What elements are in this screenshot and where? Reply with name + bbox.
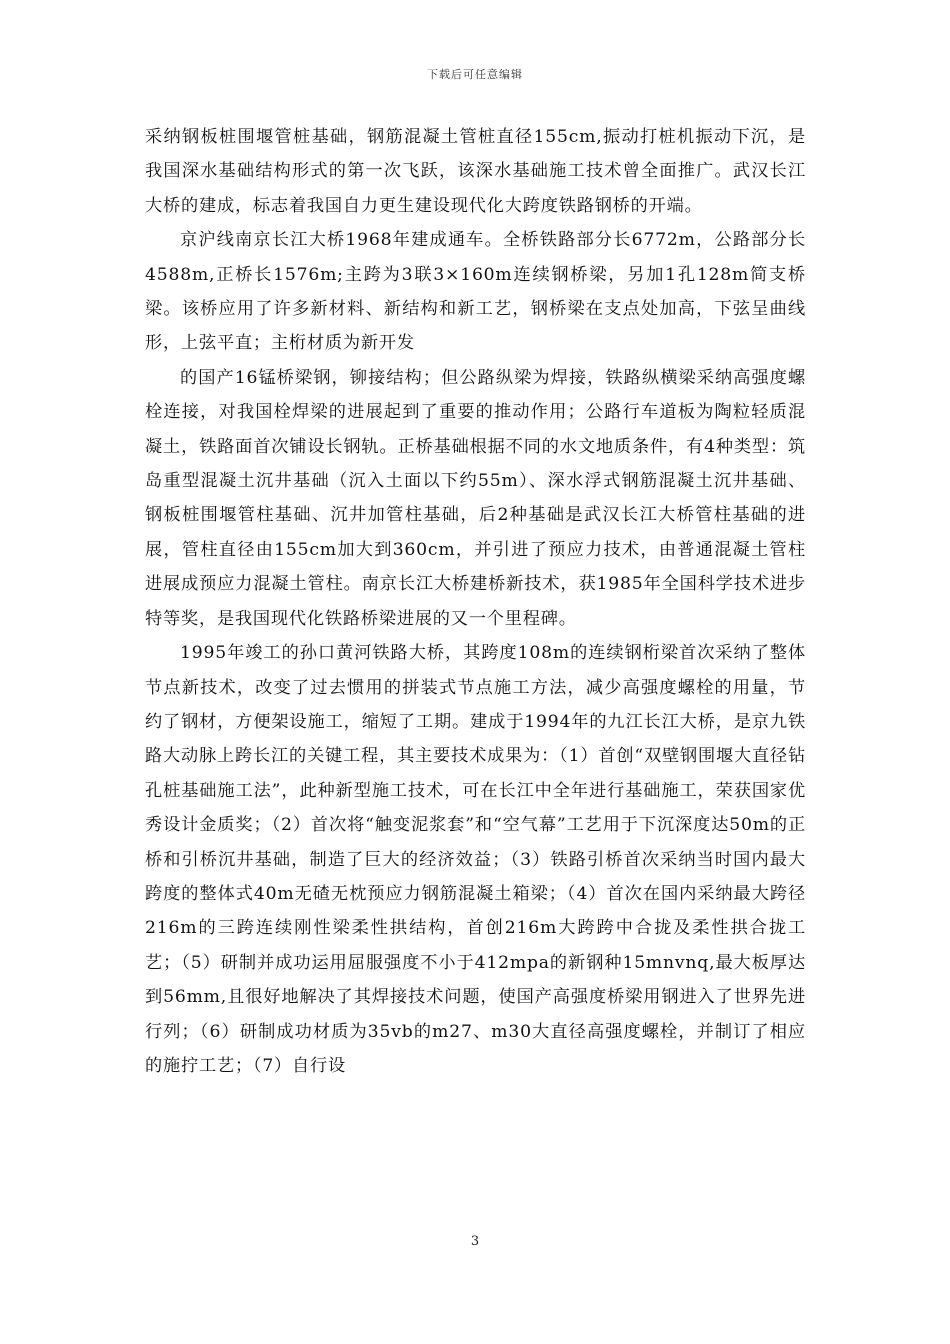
page-number: 3 xyxy=(470,1234,480,1249)
paragraph-nanjing-bridge-continued: 的国产16锰桥梁钢，铆接结构；但公路纵梁为焊接，铁路纵横梁采纳高强度螺栓连接，对我国栓焊梁的进展起到了重要的推动作用；公路行车道板为陶粒轻质混凝土，铁路面首次铺设长钢轨。正桥基础根据不同的水文地质条件，有4种类型：筑岛重型混凝土沉井基础（沉入土面以下约55m）、深水浮式钢筋混凝土沉井基础、钢板桩围堰管柱基础、沉井加管柱基础，后2种基础是武汉长江大桥管柱基础的进展，管柱直径由155cm加大到360cm，并引进了预应力技术，由普通混凝土管柱进展成预应力混凝土管柱。南京长江大桥建桥新技术，获1985年全国科学技术进步特等奖，是我国现代化铁路桥梁进展的又一个里程碑。 xyxy=(145,367,806,629)
paragraph-continuation: 采纳钢板桩围堰管桩基础，钢筋混凝土管桩直径155cm,振动打桩机振动下沉，是我国深水基础结构形式的第一次飞跃，该深水基础施工技术曾全面推广。武汉长江大桥的建成，标志着我国自力更生建设现代化大跨度铁路钢桥的开端。 xyxy=(145,127,806,216)
page-header: 下载后可任意编辑 xyxy=(427,68,523,81)
paragraph-nanjing-bridge: 京沪线南京长江大桥1968年建成通车。全桥铁路部分长6772m，公路部分长4588m,正桥长1576m;主跨为3联3×160m连续钢桥梁，另加1孔128m简支桥梁。该桥应用了许多新材料、新结构和新工艺，钢桥梁在支点处加高，下弦呈曲线形，上弦平直；主桁材质为新开发 xyxy=(145,230,806,354)
paragraph-sunkou-jiujiang-bridges: 1995年竣工的孙口黄河铁路大桥，其跨度108m的连续钢桁梁首次采纳了整体节点新技术，改变了过去惯用的拼装式节点施工方法，减少高强度螺栓的用量，节约了钢材，方便架设施工，缩短了工期。建成于1994年的九江长江大桥，是京九铁路大动脉上跨长江的关键工程，其主要技术成果为：（1）首创“双壁钢围堰大直径钻孔桩基础施工法”，此种新型施工技术，可在长江中全年进行基础施工，荣获国家优秀设计金质奖；（2）首次将“触变泥浆套”和“空气幕”工艺用于下沉深度达50m的正桥和引桥沉井基础，制造了巨大的经济效益；（3）铁路引桥首次采纳当时国内最大跨度的整体式40m无碴无枕预应力钢筋混凝土箱梁；（4）首次在国内采纳最大跨径216m的三跨连续刚性梁柔性拱结构，首创216m大跨跨中合拢及柔性拱合拢工艺；（5）研制并成功运用屈服强度不小于412mpa的新钢种15mnvnq,最大板厚达到56mm,且很好地解决了其焊接技术问题，使国产高强度桥梁用钢进入了世界先进行列；（6）研制成功材质为35vb的m27、m30大直径高强度螺栓，并制订了相应的施拧工艺；（7）自行设 xyxy=(145,643,806,1076)
document-body xyxy=(145,120,806,1083)
